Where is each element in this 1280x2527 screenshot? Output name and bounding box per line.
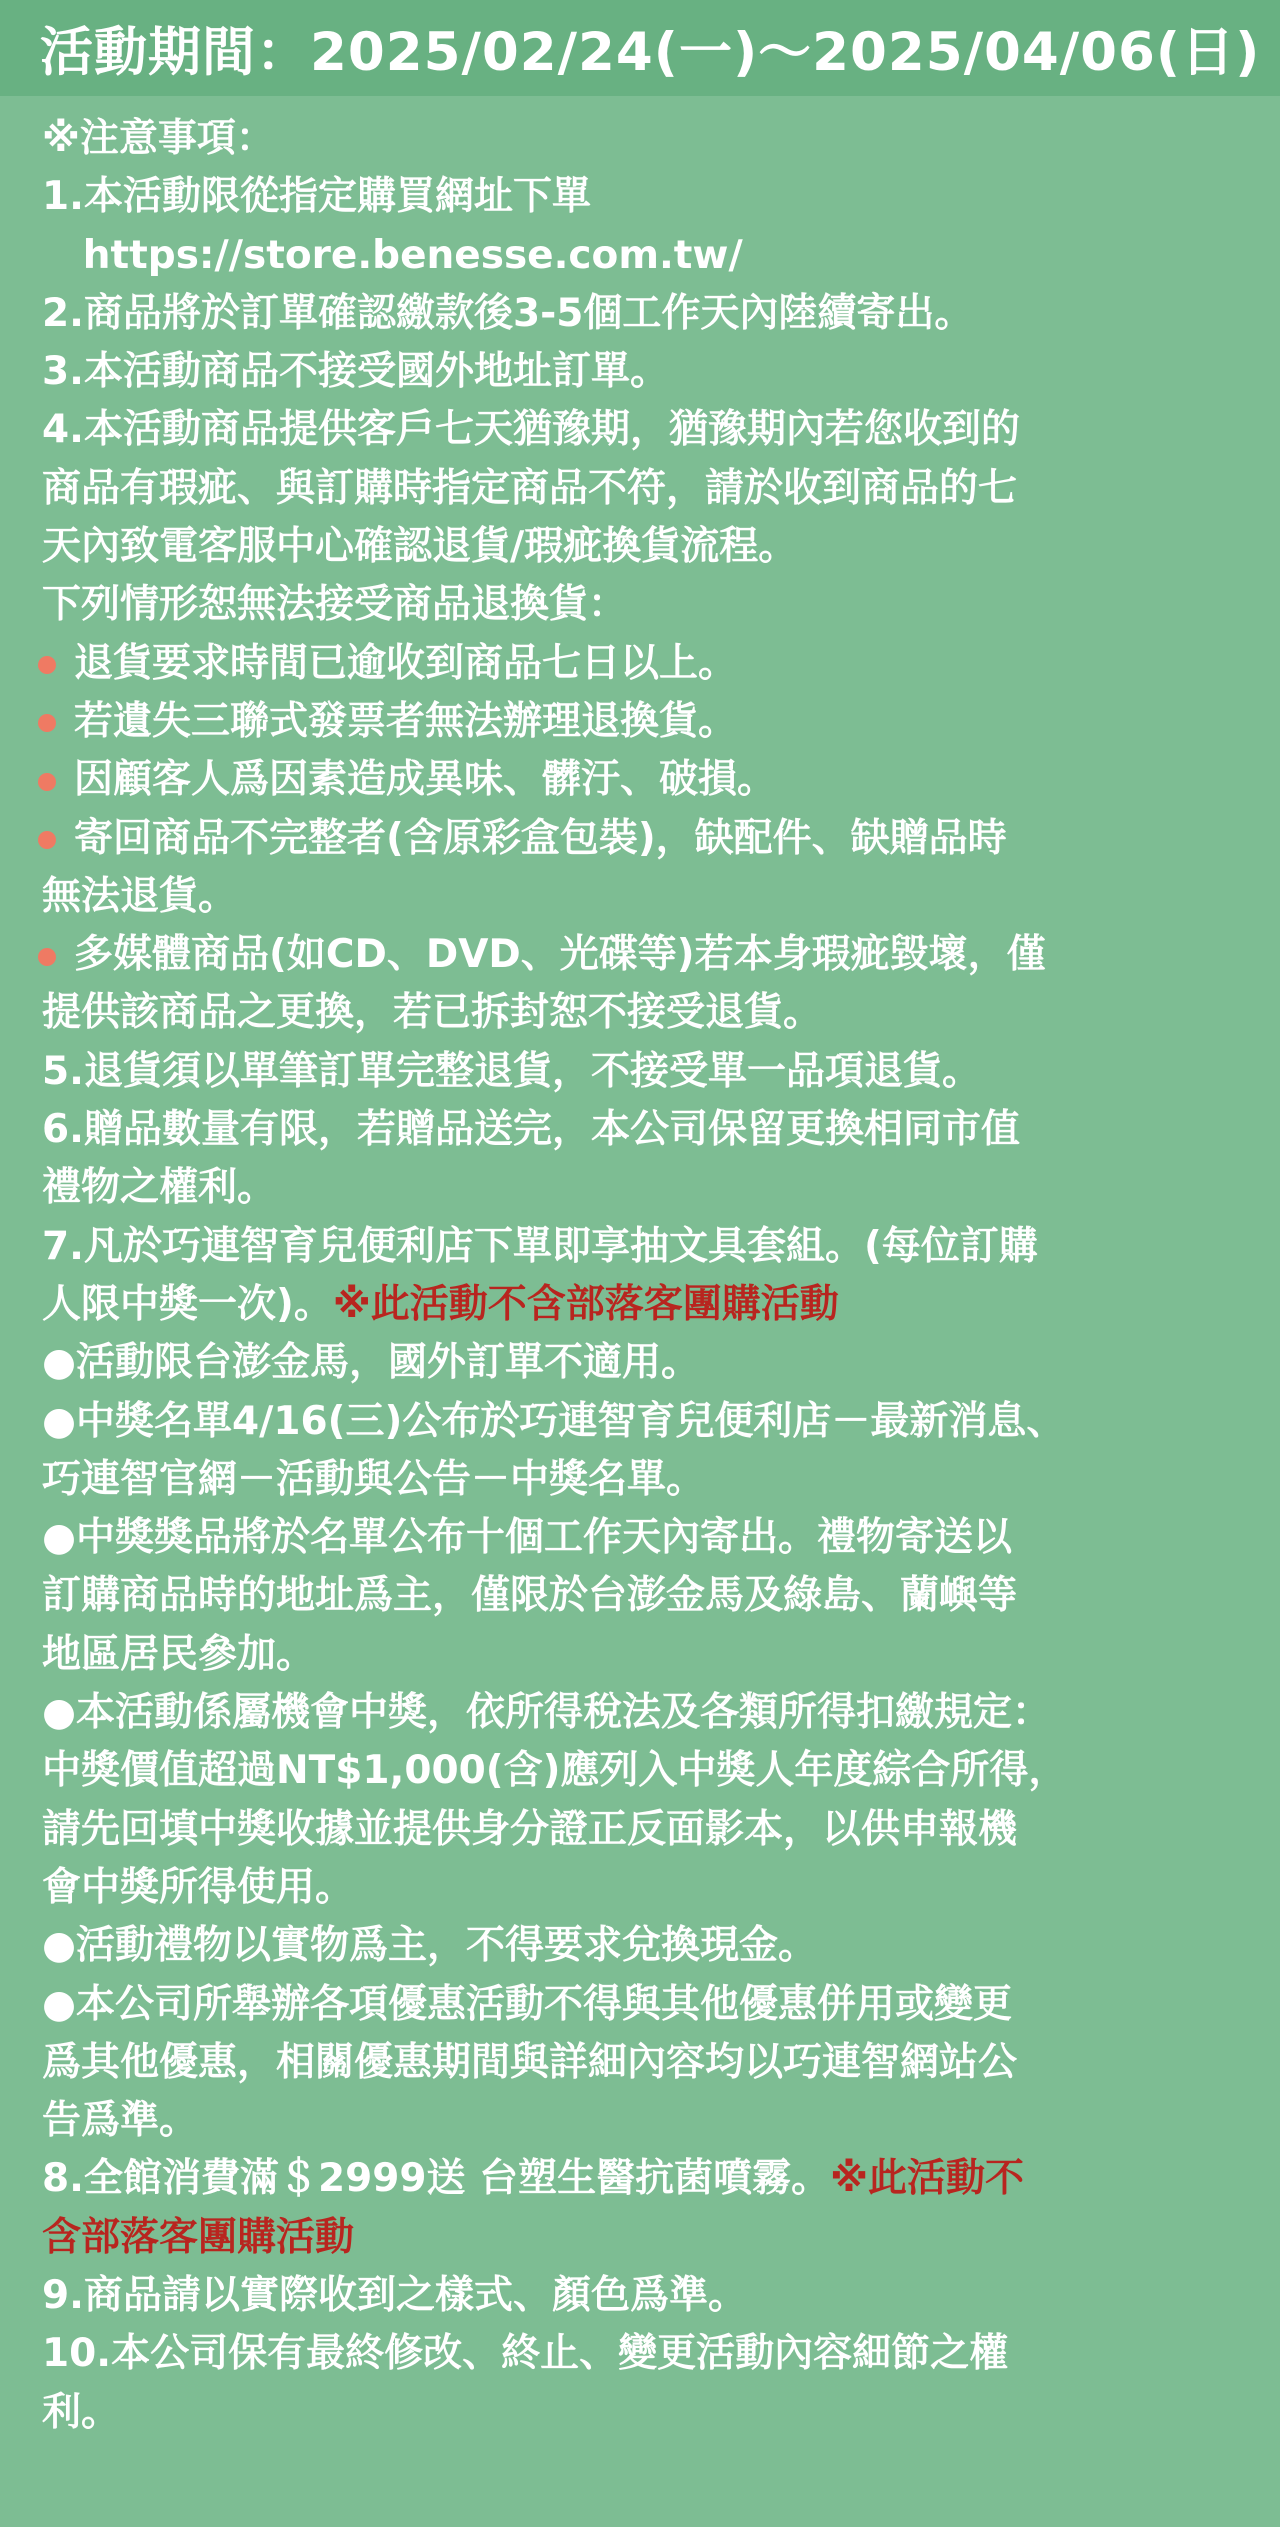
note-item-7-cont bbox=[42, 1276, 1252, 1334]
note-item-7: 7.凡於巧連智育兒便利店下單即享抽文具套組。(每位訂購 bbox=[42, 1223, 1038, 1269]
dot-item-cont: 訂購商品時的地址爲主，僅限於台澎金馬及綠島、蘭嶼等 bbox=[42, 1573, 1018, 1619]
dot-item: ●本公司所舉辦各項優惠活動不得與其他優惠併用或變更 bbox=[42, 1981, 1013, 2027]
event-period-title: 活動期間：2025/02/24(一)～2025/04/06(日) bbox=[40, 22, 1261, 83]
warning-text-cont: 含部落客團購活動 bbox=[42, 2214, 355, 2260]
bullet-text: 多媒體商品(如CD、DVD、光碟等)若本身瑕疵毀壞，僅 bbox=[74, 932, 1046, 978]
dot-item: ●中獎獎品將於名單公布十個工作天內寄出。禮物寄送以 bbox=[42, 1515, 1013, 1561]
bullet-text-cont: 提供該商品之更換，若已拆封恕不接受退貨。 bbox=[42, 990, 823, 1036]
dot-item-cont: 請先回填中獎收據並提供身分證正反面影本，以供申報機 bbox=[42, 1806, 1018, 1852]
note-item-6-cont: 禮物之權利。 bbox=[42, 1165, 277, 1211]
bullet-text: 寄回商品不完整者(含原彩盒包裝)，缺配件、缺贈品時 bbox=[74, 815, 1007, 861]
note-item-3: 3.本活動商品不接受國外地址訂單。 bbox=[42, 349, 669, 395]
bullet-item bbox=[42, 751, 1252, 809]
note-item-7-text: 人限中獎一次)。 bbox=[42, 1281, 333, 1327]
bullet-text-cont: 無法退貨。 bbox=[42, 873, 238, 919]
store-url: https://store.benesse.com.tw/ bbox=[42, 232, 743, 278]
bullet-item bbox=[42, 926, 1252, 984]
notes-section bbox=[0, 96, 1280, 2442]
note-item-4: 4.本活動商品提供客戶七天猶豫期，猶豫期內若您收到的 bbox=[42, 407, 1020, 453]
bullet-dot-icon bbox=[38, 773, 56, 791]
bullet-dot-icon bbox=[38, 948, 56, 966]
dot-item-cont: 告爲準。 bbox=[42, 2098, 199, 2144]
bullet-item bbox=[42, 810, 1252, 868]
dot-item-cont: 地區居民參加。 bbox=[42, 1631, 316, 1677]
bullet-text: 若遺失三聯式發票者無法辦理退換貨。 bbox=[74, 698, 738, 744]
note-item-10: 10.本公司保有最終修改、終止、變更活動內容細節之權 bbox=[42, 2331, 1009, 2377]
note-item-8-text: 8.全館消費滿＄2999送 台塑生醫抗菌噴霧。 bbox=[42, 2156, 831, 2202]
note-item-2: 2.商品將於訂單確認繳款後3-5個工作天內陸續寄出。 bbox=[42, 290, 974, 336]
bullet-text: 因顧客人爲因素造成異味、髒汙、破損。 bbox=[74, 757, 777, 803]
dot-item: ●活動限台澎金馬，國外訂單不適用。 bbox=[42, 1340, 701, 1386]
dot-item: ●活動禮物以實物爲主，不得要求兌換現金。 bbox=[42, 1923, 818, 1969]
note-item-4-cont: 天內致電客服中心確認退貨/瑕疵換貨流程。 bbox=[42, 524, 798, 570]
bullet-dot-icon bbox=[38, 831, 56, 849]
header-banner bbox=[0, 0, 1280, 96]
warning-text: ※此活動不含部落客團購活動 bbox=[332, 1281, 839, 1327]
warning-text: ※此活動不 bbox=[830, 2156, 1024, 2202]
note-item-9: 9.商品請以實際收到之樣式、顏色爲準。 bbox=[42, 2272, 747, 2318]
note-item-8 bbox=[42, 2150, 1252, 2208]
dot-item-cont: 爲其他優惠，相關優惠期間與詳細內容均以巧連智網站公 bbox=[42, 2039, 1018, 2085]
bullet-item bbox=[42, 635, 1252, 693]
dot-item: ●本活動係屬機會中獎，依所得稅法及各類所得扣繳規定： bbox=[42, 1690, 1052, 1736]
note-item-4-cont: 商品有瑕疵、與訂購時指定商品不符，請於收到商品的七 bbox=[42, 465, 1018, 511]
bullet-dot-icon bbox=[38, 656, 56, 674]
notes-title: ※注意事項： bbox=[42, 116, 275, 161]
dot-item: ●中獎名單4/16(三)公布於巧連智育兒便利店－最新消息、 bbox=[42, 1398, 1066, 1444]
bullet-item bbox=[42, 693, 1252, 751]
bullet-text: 退貨要求時間已逾收到商品七日以上。 bbox=[74, 640, 738, 686]
return-exclusions-heading: 下列情形恕無法接受商品退換貨： bbox=[42, 582, 628, 628]
note-item-1: 1.本活動限從指定購買網址下單 bbox=[42, 174, 591, 220]
bullet-dot-icon bbox=[38, 714, 56, 732]
note-item-10-cont: 利。 bbox=[42, 2389, 121, 2435]
dot-item-cont: 巧連智官網－活動與公告－中獎名單。 bbox=[42, 1456, 706, 1502]
note-item-6: 6.贈品數量有限，若贈品送完，本公司保留更換相同市值 bbox=[42, 1107, 1020, 1153]
dot-item-cont: 中獎價值超過NT$1,000(含)應列入中獎人年度綜合所得， bbox=[42, 1748, 1068, 1794]
dot-item-cont: 會中獎所得使用。 bbox=[42, 1864, 355, 1910]
note-item-5: 5.退貨須以單筆訂單完整退貨，不接受單一品項退貨。 bbox=[42, 1048, 981, 1094]
